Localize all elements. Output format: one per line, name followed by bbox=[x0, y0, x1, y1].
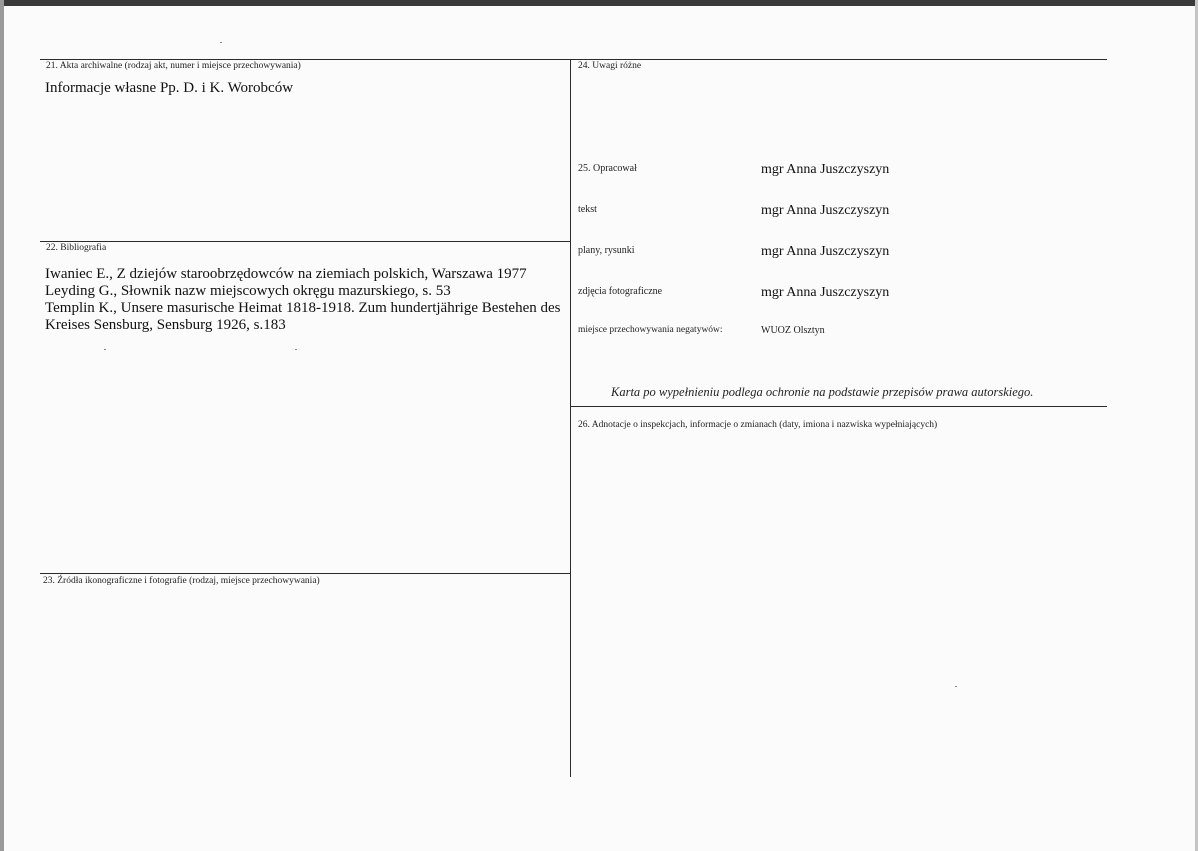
section-25-label: 25. Opracował bbox=[578, 163, 637, 174]
rule-section-23 bbox=[40, 573, 571, 574]
section-22-label: 22. Bibliografia bbox=[46, 243, 107, 253]
section-24-label: 24. Uwagi różne bbox=[578, 61, 642, 71]
bibliography-entry: Kreises Sensburg, Sensburg 1926, s.183 bbox=[45, 317, 286, 333]
scan-speck bbox=[295, 349, 297, 350]
rule-section-22 bbox=[40, 241, 571, 242]
row-photos-label: zdjęcia fotograficzne bbox=[578, 286, 663, 297]
section-21-label: 21. Akta archiwalne (rodzaj akt, numer i miejsce przechowywania) bbox=[46, 61, 301, 71]
row-plans-label: plany, rysunki bbox=[578, 245, 635, 256]
rule-section-26 bbox=[570, 406, 1107, 407]
scan-border-top bbox=[0, 0, 1198, 6]
row-photos-value: mgr Anna Juszczyszyn bbox=[761, 285, 890, 300]
bibliography-entry: Leyding G., Słownik nazw miejscowych okręgu mazurskiego, s. 53 bbox=[45, 283, 451, 299]
negatives-value: WUOZ Olsztyn bbox=[761, 325, 825, 336]
scan-speck bbox=[955, 686, 957, 687]
bibliography-entry: Templin K., Unsere masurische Heimat 1818-1918. Zum hundertjährige Bestehen des bbox=[45, 300, 561, 316]
section-21-content: Informacje własne Pp. D. i K. Worobców bbox=[45, 80, 294, 96]
scan-speck bbox=[220, 42, 222, 43]
copyright-note: Karta po wypełnieniu podlega ochronie na podstawie przepisów prawa autorskiego. bbox=[611, 385, 1034, 399]
author-value: mgr Anna Juszczyszyn bbox=[761, 162, 890, 177]
scan-speck bbox=[104, 349, 106, 350]
bibliography-entry: Iwaniec E., Z dziejów staroobrzędowców na ziemiach polskich, Warszawa 1977 bbox=[45, 266, 527, 282]
column-divider bbox=[570, 59, 571, 777]
row-plans-value: mgr Anna Juszczyszyn bbox=[761, 244, 890, 259]
row-text-value: mgr Anna Juszczyszyn bbox=[761, 203, 890, 218]
row-text-label: tekst bbox=[578, 204, 597, 215]
top-rule bbox=[40, 59, 1107, 60]
scan-border-left bbox=[0, 0, 4, 851]
negatives-label: miejsce przechowywania negatywów: bbox=[578, 325, 723, 335]
section-23-label: 23. Źródła ikonograficzne i fotografie (rodzaj, miejsce przechowywania) bbox=[43, 576, 320, 586]
section-26-label: 26. Adnotacje o inspekcjach, informacje o zmianach (daty, imiona i nazwiska wypełniających) bbox=[578, 420, 938, 430]
